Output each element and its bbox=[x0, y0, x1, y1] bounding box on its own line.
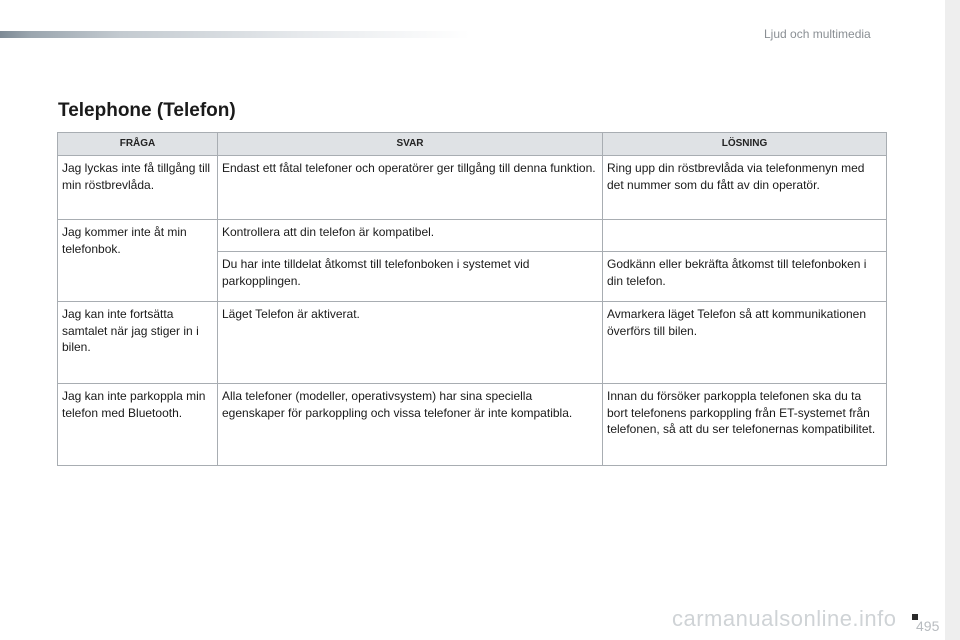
table-row bbox=[58, 384, 887, 466]
page-number: 495 bbox=[916, 618, 940, 634]
question-cell: Jag lyckas inte få tillgång till min röstbrevlåda. bbox=[58, 156, 218, 220]
table-row bbox=[58, 302, 887, 384]
table-row bbox=[58, 156, 887, 220]
question-cell: Jag kan inte parkoppla min telefon med Bluetooth. bbox=[58, 384, 218, 466]
watermark-text: carmanualsonline.info bbox=[672, 606, 897, 631]
answer-cell: Endast ett fåtal telefoner och operatörer ger tillgång till denna funktion. bbox=[218, 156, 603, 220]
page-title: Telephone (Telefon) bbox=[58, 100, 236, 121]
header-gradient-bar bbox=[0, 31, 470, 38]
table-header-row bbox=[58, 133, 887, 156]
answer-cell: Kontrollera att din telefon är kompatibel. bbox=[218, 220, 603, 252]
answer-cell: Alla telefoner (modeller, operativsystem) har sina speciella egenskaper för parkoppling och vissa telefoner är inte kompatibla. bbox=[218, 384, 603, 466]
question-cell: Jag kommer inte åt min telefonbok. bbox=[58, 220, 218, 302]
solution-cell: Innan du försöker parkoppla telefonen ska du ta bort telefonens parkoppling från ET-systemet från telefonen, så att du ser telefonernas kompatibilitet. bbox=[603, 384, 887, 466]
section-label: Ljud och multimedia bbox=[764, 27, 871, 41]
question-cell: Jag kan inte fortsätta samtalet när jag stiger in i bilen. bbox=[58, 302, 218, 384]
faq-table bbox=[57, 132, 887, 466]
answer-cell: Du har inte tilldelat åtkomst till telefonboken i systemet vid parkopplingen. bbox=[218, 252, 603, 302]
answer-cell: Läget Telefon är aktiverat. bbox=[218, 302, 603, 384]
column-header-answer: SVAR bbox=[218, 133, 603, 156]
solution-cell: Ring upp din röstbrevlåda via telefonmenyn med det nummer som du fått av din operatör. bbox=[603, 156, 887, 220]
solution-cell: Avmarkera läget Telefon så att kommunikationen överförs till bilen. bbox=[603, 302, 887, 384]
column-header-solution: LÖSNING bbox=[603, 133, 887, 156]
solution-cell: Godkänn eller bekräfta åtkomst till telefonboken i din telefon. bbox=[603, 252, 887, 302]
table-row bbox=[58, 220, 887, 252]
solution-cell bbox=[603, 220, 887, 252]
column-header-question: FRÅGA bbox=[58, 133, 218, 156]
page-edge-strip bbox=[945, 0, 960, 640]
